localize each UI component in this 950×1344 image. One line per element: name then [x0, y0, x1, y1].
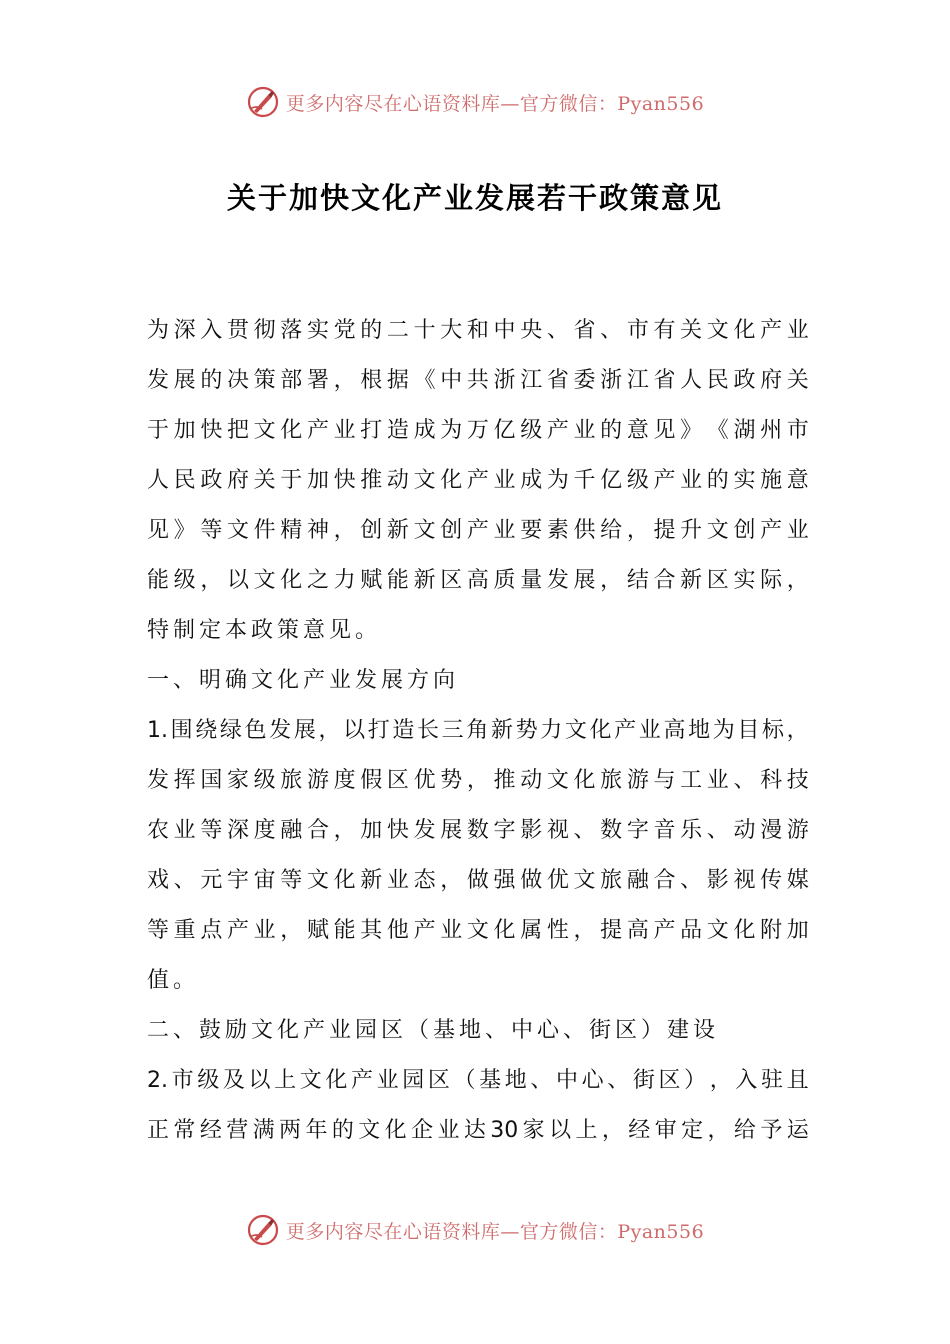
header-watermark-banner [0, 82, 950, 122]
body-line: 值。 [147, 968, 200, 993]
body-line: 发 展 的 决 策 部 署 ， 根 据 《 中 共 浙 江 省 委 浙 江 省 人 民 政 府 关 [147, 368, 809, 393]
body-line: 一、明确文化产业发展方向 [147, 668, 460, 693]
watermark-text: 更多内容尽在心语资料库—官方微信：Pyan556 [285, 1220, 705, 1243]
body-line: 于 加 快 把 文 化 产 业 打 造 成 为 万 亿 级 产 业 的 意 见 》 《 湖 州 市 [147, 418, 809, 443]
watermark-text: 更多内容尽在心语资料库—官方微信：Pyan556 [285, 92, 705, 115]
body-line: 戏 、 元 宇 宙 等 文 化 新 业 态 ， 做 强 做 优 文 旅 融 合 、 影 视 传 媒 [147, 868, 809, 893]
body-line: 正 常 经 营 满 两 年 的 文 化 企 业 达 30 家 以 上 ， 经 审 定 ， 给 予 运 [147, 1118, 809, 1143]
document-title: 关于加快文化产业发展若干政策意见 [226, 181, 723, 215]
body-line: 1. 围 绕 绿 色 发 展 ， 以 打 造 长 三 角 新 势 力 文 化 产 业 高 地 为 目 标 ， [147, 718, 809, 743]
footer-watermark-banner [0, 1210, 950, 1250]
body-line: 二、鼓励文化产业园区（基地、中心、街区）建设 [147, 1018, 720, 1043]
body-line: 能 级 ， 以 文 化 之 力 赋 能 新 区 高 质 量 发 展 ， 结 合 新 区 实 际 ， [147, 568, 809, 593]
body-line: 农 业 等 深 度 融 合 ， 加 快 发 展 数 字 影 视 、 数 字 音 乐 、 动 漫 游 [147, 818, 809, 843]
body-line: 2. 市 级 及 以 上 文 化 产 业 园 区 （ 基 地 、 中 心 、 街 区 ） ， 入 驻 且 [147, 1068, 809, 1093]
document-body [147, 306, 809, 1156]
pen-logo-icon [246, 85, 280, 119]
body-line: 发 挥 国 家 级 旅 游 度 假 区 优 势 ， 推 动 文 化 旅 游 与 工 业 、 科 技 [147, 768, 809, 793]
pen-logo-icon [246, 1213, 280, 1247]
body-line: 等 重 点 产 业 ， 赋 能 其 他 产 业 文 化 属 性 ， 提 高 产 品 文 化 附 加 [147, 918, 809, 943]
body-line: 特制定本政策意见。 [147, 618, 382, 643]
body-line: 为 深 入 贯 彻 落 实 党 的 二 十 大 和 中 央 、 省 、 市 有 关 文 化 产 业 [147, 318, 809, 343]
body-line: 人 民 政 府 关 于 加 快 推 动 文 化 产 业 成 为 千 亿 级 产 业 的 实 施 意 [147, 468, 809, 493]
body-line: 见 》 等 文 件 精 神 ， 创 新 文 创 产 业 要 素 供 给 ， 提 升 文 创 产 业 [147, 518, 809, 543]
